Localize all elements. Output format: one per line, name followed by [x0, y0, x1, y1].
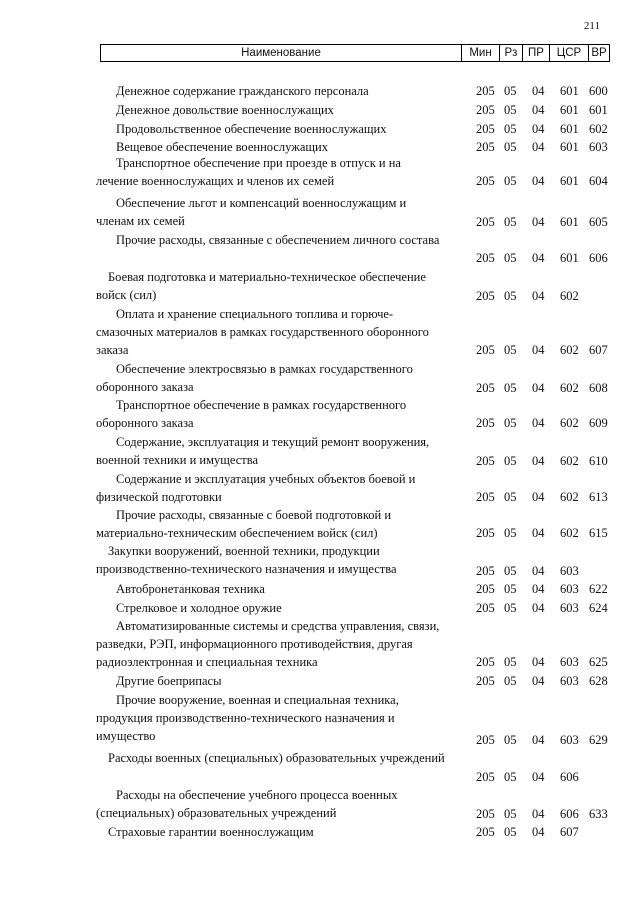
row-rz: 05	[504, 140, 517, 154]
row-pr: 04	[532, 416, 545, 430]
row-rz: 05	[504, 289, 517, 303]
row-vr: 604	[589, 174, 608, 188]
row-min: 205	[476, 416, 495, 430]
table-row	[0, 120, 640, 138]
row-rz: 05	[504, 807, 517, 821]
row-rz: 05	[504, 343, 517, 357]
row-csr: 603	[560, 733, 579, 747]
header-rz: Рз	[499, 45, 522, 61]
row-name: Другие боеприпасы	[116, 674, 222, 688]
row-csr: 607	[560, 825, 579, 839]
row-pr: 04	[532, 103, 545, 117]
row-rz: 05	[504, 733, 517, 747]
row-name: Денежное довольствие военнослужащих	[116, 103, 334, 117]
row-name: Автоматизированные системы и средства управления, связи, разведки, РЭП, информационного противодействия, другая радиоэлектронная и специальная техника	[96, 619, 440, 669]
row-csr: 601	[560, 122, 579, 136]
row-name: Прочие вооружение, военная и специальная техника, продукция производственно-технического назначения и имущество	[96, 693, 399, 743]
row-vr: 601	[589, 103, 608, 117]
row-name: Транспортное обеспечение в рамках государственного оборонного заказа	[96, 398, 407, 430]
row-min: 205	[476, 674, 495, 688]
row-pr: 04	[532, 343, 545, 357]
table-row	[0, 672, 640, 691]
row-csr: 602	[560, 289, 579, 303]
header-vr: ВР	[588, 45, 609, 61]
row-csr: 602	[560, 343, 579, 357]
row-min: 205	[476, 174, 495, 188]
table-header	[100, 44, 610, 62]
row-name: Содержание и эксплуатация учебных объектов боевой и физической подготовки	[96, 472, 416, 504]
row-vr: 622	[589, 582, 608, 596]
row-min: 205	[476, 343, 495, 357]
table-row	[0, 506, 640, 542]
row-name: Обеспечение льгот и компенсаций военнослужащим и членам их семей	[96, 196, 407, 228]
table-row	[0, 749, 640, 786]
row-pr: 04	[532, 140, 545, 154]
row-csr: 603	[560, 601, 579, 615]
row-pr: 04	[532, 655, 545, 669]
row-name: Содержание, эксплуатация и текущий ремонт вооружения, военной техники и имущества	[96, 435, 430, 467]
row-rz: 05	[504, 825, 517, 839]
page-number: 211	[583, 20, 600, 32]
header-csr: ЦСР	[549, 45, 588, 61]
table-row	[0, 823, 640, 843]
row-min: 205	[476, 122, 495, 136]
table-row	[0, 580, 640, 599]
row-rz: 05	[504, 215, 517, 229]
table-row	[0, 617, 640, 672]
row-min: 205	[476, 84, 495, 98]
row-min: 205	[476, 251, 495, 265]
row-pr: 04	[532, 564, 545, 578]
row-rz: 05	[504, 122, 517, 136]
row-pr: 04	[532, 601, 545, 615]
header-pr: ПР	[522, 45, 549, 61]
row-rz: 05	[504, 251, 517, 265]
row-name: Расходы на обеспечение учебного процесса военных (специальных) образовательных учреждений	[96, 788, 398, 820]
row-rz: 05	[504, 526, 517, 540]
row-pr: 04	[532, 825, 545, 839]
row-pr: 04	[532, 381, 545, 395]
row-min: 205	[476, 807, 495, 821]
row-name: Автобронетанковая техника	[116, 582, 265, 596]
row-min: 205	[476, 601, 495, 615]
table-row	[0, 786, 640, 823]
row-csr: 603	[560, 564, 579, 578]
table-row	[0, 360, 640, 396]
row-csr: 606	[560, 770, 579, 784]
row-min: 205	[476, 490, 495, 504]
row-rz: 05	[504, 674, 517, 688]
row-vr: 625	[589, 655, 608, 669]
row-vr: 629	[589, 733, 608, 747]
row-name: Денежное содержание гражданского персонала	[116, 84, 369, 98]
row-vr: 602	[589, 122, 608, 136]
row-name: Прочие расходы, связанные с боевой подготовкой и материально-техническим обеспечением войск (сил)	[96, 508, 392, 540]
row-csr: 603	[560, 582, 579, 596]
row-min: 205	[476, 454, 495, 468]
row-rz: 05	[504, 381, 517, 395]
table-row	[0, 542, 640, 580]
table-row	[0, 470, 640, 506]
row-vr: 605	[589, 215, 608, 229]
row-pr: 04	[532, 215, 545, 229]
row-csr: 602	[560, 526, 579, 540]
row-name: Стрелковое и холодное оружие	[116, 601, 282, 615]
row-min: 205	[476, 655, 495, 669]
row-rz: 05	[504, 601, 517, 615]
row-pr: 04	[532, 770, 545, 784]
row-min: 205	[476, 564, 495, 578]
row-name: Транспортное обеспечение при проезде в отпуск и на лечение военнослужащих и членов их семей	[96, 156, 401, 188]
row-vr: 600	[589, 84, 608, 98]
table-row	[0, 433, 640, 470]
row-rz: 05	[504, 582, 517, 596]
row-pr: 04	[532, 454, 545, 468]
row-csr: 602	[560, 416, 579, 430]
row-pr: 04	[532, 289, 545, 303]
row-vr: 606	[589, 251, 608, 265]
row-name: Страховые гарантии военнослужащим	[108, 825, 314, 839]
row-vr: 609	[589, 416, 608, 430]
table-row	[0, 158, 640, 194]
row-name: Прочие расходы, связанные с обеспечением личного состава	[116, 233, 440, 247]
row-name: Обеспечение электросвязью в рамках государственного оборонного заказа	[96, 362, 413, 394]
table-row	[0, 268, 640, 305]
row-pr: 04	[532, 582, 545, 596]
row-pr: 04	[532, 84, 545, 98]
row-vr: 603	[589, 140, 608, 154]
table-row	[0, 305, 640, 360]
row-min: 205	[476, 582, 495, 596]
row-min: 205	[476, 526, 495, 540]
row-csr: 602	[560, 454, 579, 468]
table-row	[0, 396, 640, 433]
table-row	[0, 82, 640, 101]
header-min: Мин	[461, 45, 499, 61]
row-pr: 04	[532, 807, 545, 821]
row-csr: 601	[560, 84, 579, 98]
table-body	[0, 82, 640, 843]
row-name: Вещевое обеспечение военнослужащих	[116, 140, 328, 154]
row-name: Продовольственное обеспечение военнослужащих	[116, 122, 387, 136]
row-vr: 610	[589, 454, 608, 468]
table-row	[0, 231, 640, 268]
row-min: 205	[476, 770, 495, 784]
row-min: 205	[476, 381, 495, 395]
row-name: Закупки вооружений, военной техники, продукции производственно-технического назначения и имущества	[96, 544, 397, 576]
row-pr: 04	[532, 251, 545, 265]
row-min: 205	[476, 103, 495, 117]
row-pr: 04	[532, 674, 545, 688]
table-row	[0, 599, 640, 617]
row-min: 205	[476, 215, 495, 229]
row-csr: 603	[560, 655, 579, 669]
row-rz: 05	[504, 174, 517, 188]
row-rz: 05	[504, 103, 517, 117]
row-vr: 628	[589, 674, 608, 688]
row-rz: 05	[504, 770, 517, 784]
row-name: Боевая подготовка и материально-техническое обеспечение войск (сил)	[96, 270, 426, 302]
row-csr: 603	[560, 674, 579, 688]
row-vr: 608	[589, 381, 608, 395]
row-rz: 05	[504, 416, 517, 430]
row-pr: 04	[532, 526, 545, 540]
row-vr: 607	[589, 343, 608, 357]
row-pr: 04	[532, 122, 545, 136]
row-min: 205	[476, 733, 495, 747]
row-min: 205	[476, 140, 495, 154]
row-rz: 05	[504, 454, 517, 468]
row-csr: 601	[560, 103, 579, 117]
row-csr: 601	[560, 140, 579, 154]
row-rz: 05	[504, 490, 517, 504]
row-name: Оплата и хранение специального топлива и горюче-смазочных материалов в рамках государственного оборонного заказа	[96, 307, 429, 357]
row-csr: 601	[560, 251, 579, 265]
row-pr: 04	[532, 733, 545, 747]
row-pr: 04	[532, 490, 545, 504]
row-csr: 606	[560, 807, 579, 821]
row-csr: 601	[560, 174, 579, 188]
row-min: 205	[476, 825, 495, 839]
header-name: Наименование	[241, 47, 321, 59]
row-vr: 624	[589, 601, 608, 615]
row-pr: 04	[532, 174, 545, 188]
row-vr: 613	[589, 490, 608, 504]
table-row	[0, 691, 640, 749]
table-row	[0, 101, 640, 120]
row-rz: 05	[504, 655, 517, 669]
row-csr: 601	[560, 215, 579, 229]
row-csr: 602	[560, 381, 579, 395]
row-name: Расходы военных (специальных) образовательных учреждений	[108, 751, 445, 765]
row-rz: 05	[504, 84, 517, 98]
row-vr: 615	[589, 526, 608, 540]
row-vr: 633	[589, 807, 608, 821]
row-csr: 602	[560, 490, 579, 504]
table-row	[0, 194, 640, 231]
row-min: 205	[476, 289, 495, 303]
row-rz: 05	[504, 564, 517, 578]
